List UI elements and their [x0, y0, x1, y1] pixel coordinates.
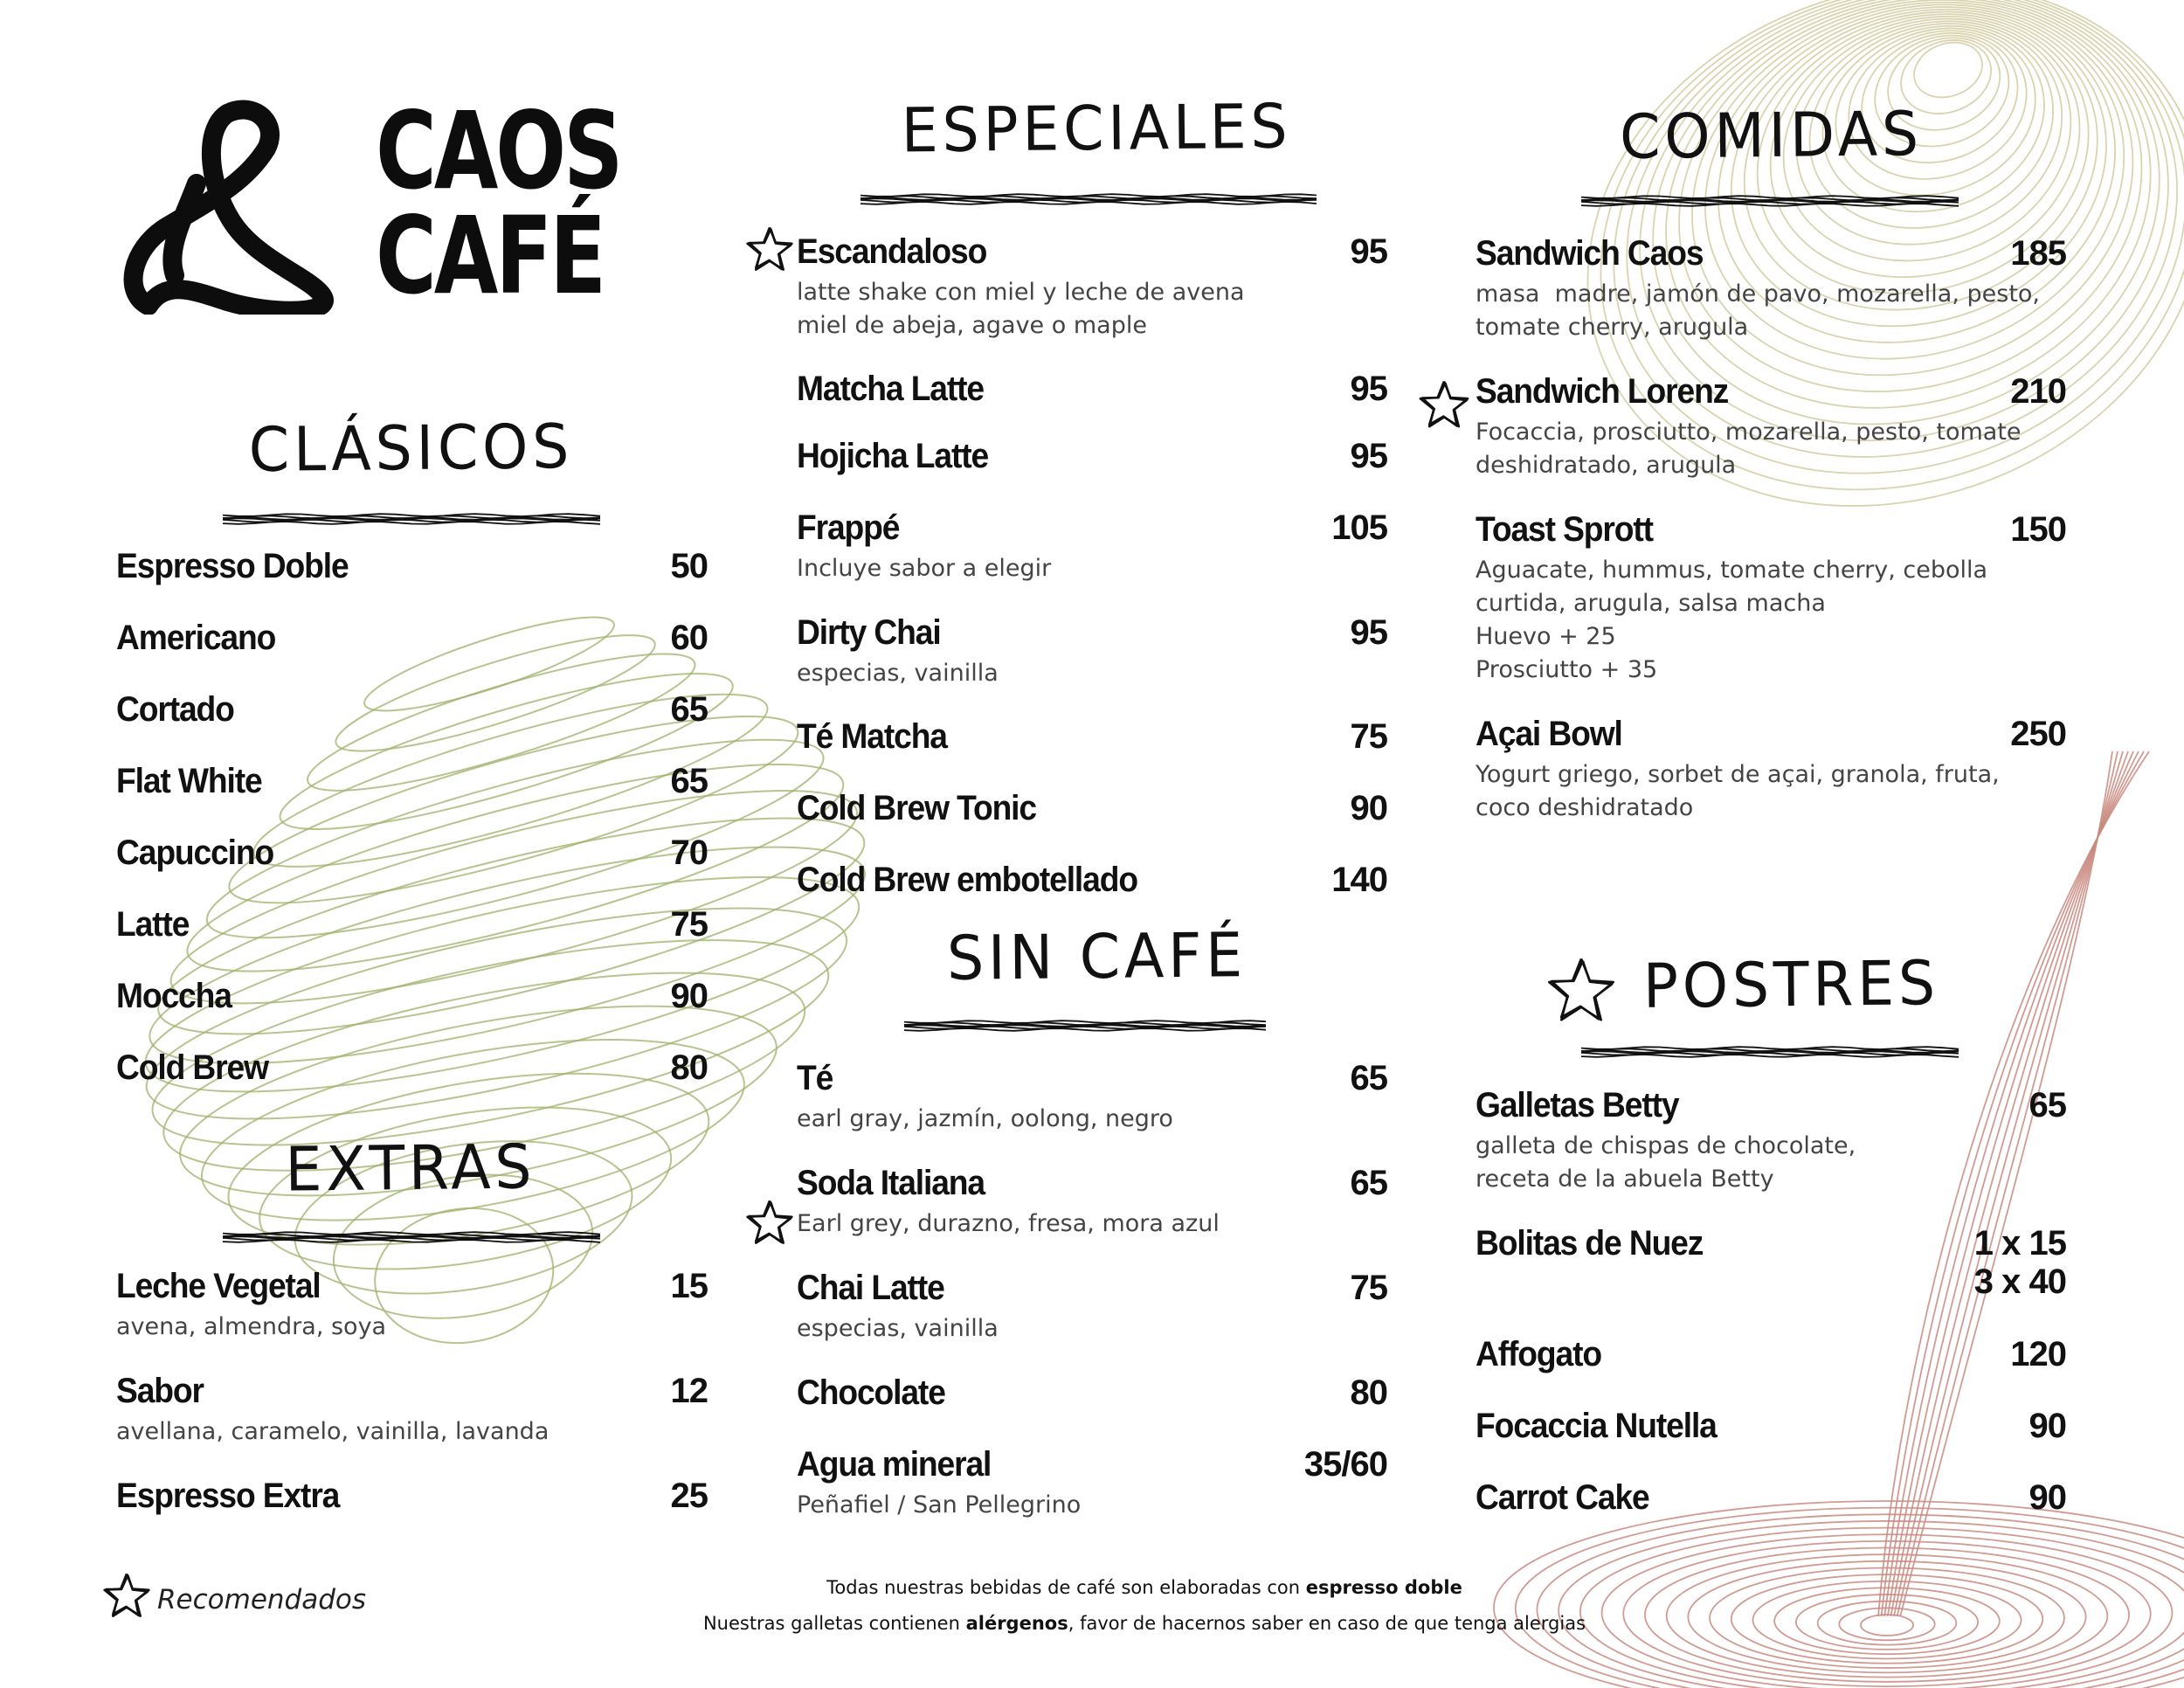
star-icon [1417, 377, 1471, 432]
menu-item: Hojicha Latte 95 [797, 437, 1387, 475]
heading-underline-comidas [1581, 190, 1961, 211]
section-title-clasicos: CLÁSICOS [247, 410, 574, 487]
menu-item: Chocolate 80 [797, 1373, 1387, 1412]
menu-item: Agua mineral 35/60 Peñafiel / San Pellegrino [797, 1445, 1387, 1519]
heading-underline-clasicos [223, 508, 603, 529]
footer-note-1: Todas nuestras bebidas de café son elaboradas con espresso doble [826, 1577, 1462, 1598]
menu-item: Latte 75 [116, 905, 708, 944]
section-title-especiales: ESPECIALES [901, 90, 1292, 167]
heading-underline-sin-cafe [904, 1015, 1280, 1036]
brand-name-line1: CAOS [376, 89, 621, 213]
menu-item: Cortado 65 [116, 690, 708, 729]
menu-item: Cold Brew 80 [116, 1048, 708, 1087]
brand-logo [114, 89, 629, 318]
menu-item: Sabor 12 avellana, caramelo, vainilla, lavanda [116, 1372, 708, 1445]
trefoil-logo-icon [114, 96, 349, 315]
menu-item: Focaccia Nutella 90 [1476, 1407, 2066, 1445]
menu-item: Moccha 90 [116, 977, 708, 1015]
menu-item: Cold Brew Tonic 90 [797, 789, 1387, 827]
footer-note-2: Nuestras galletas contienen alérgenos, favor de hacernos saber en caso de que tenga alergias [702, 1613, 1586, 1634]
menu-item: Flat White 65 [116, 762, 708, 800]
menu-item: Chai Latte 75 especias, vainilla [797, 1269, 1387, 1342]
menu-item: Espresso Doble 50 [116, 547, 708, 585]
menu-item: Dirty Chai 95 especias, vainilla [797, 613, 1387, 687]
menu-item: Açai Bowl 250 Yogurt griego, sorbet de açai, granola, fruta, coco deshidratado [1476, 715, 2066, 821]
menu-item: Affogato 120 [1476, 1335, 2066, 1373]
menu-item: Bolitas de Nuez 1 x 15 3 x 40 [1476, 1224, 2066, 1301]
heading-underline-extras [223, 1227, 603, 1248]
menu-item: Té 65 earl gray, jazmín, oolong, negro [797, 1059, 1387, 1132]
star-icon [744, 224, 795, 274]
heading-underline-especiales [860, 189, 1324, 210]
menu-item: Cold Brew embotellado 140 [797, 861, 1387, 899]
brand-name-line2: CAFÉ [376, 194, 605, 318]
star-icon [101, 1570, 152, 1621]
heading-underline-postres [1581, 1041, 1961, 1062]
menu-item: Capuccino 70 [116, 834, 708, 872]
menu-item: Frappé 105 Incluye sabor a elegir [797, 508, 1387, 582]
section-title-comidas: COMIDAS [1619, 98, 1924, 173]
menu-item: Carrot Cake 90 [1476, 1478, 2066, 1517]
section-title-sin-cafe: SIN CAFÉ [946, 919, 1247, 994]
menu-item-recommended: Escandaloso 95 latte shake con miel y leche de avena miel de abeja, agave o maple [797, 232, 1387, 339]
menu-item: Toast Sprott 150 Aguacate, hummus, tomate cherry, cebolla curtida, arugula, salsa macha Huevo + 25 Prosciutto + 35 [1476, 510, 2066, 683]
section-title-extras: EXTRAS [285, 1131, 536, 1206]
menu-item: Té Matcha 75 [797, 717, 1387, 756]
star-icon [744, 1197, 795, 1248]
menu-item: Matcha Latte 95 [797, 370, 1387, 408]
menu-item-recommended: Sandwich Lorenz 210 Focaccia, prosciutto, mozarella, pesto, tomate deshidratado, arugula [1476, 372, 2066, 479]
menu-item-recommended: Soda Italiana 65 Earl grey, durazno, fresa, mora azul [797, 1164, 1387, 1237]
section-title-postres: POSTRES [1642, 947, 1939, 1022]
legend-label: Recomendados [157, 1584, 367, 1615]
menu-item: Leche Vegetal 15 avena, almendra, soya [116, 1267, 708, 1340]
menu-item: Espresso Extra 25 [116, 1477, 708, 1515]
menu-item: Galletas Betty 65 galleta de chispas de chocolate, receta de la abuela Betty [1476, 1086, 2066, 1193]
star-icon [1545, 954, 1618, 1027]
menu-item: Sandwich Caos 185 masa madre, jamón de pavo, mozarella, pesto, tomate cherry, arugula [1476, 234, 2066, 341]
menu-item: Americano 60 [116, 619, 708, 657]
